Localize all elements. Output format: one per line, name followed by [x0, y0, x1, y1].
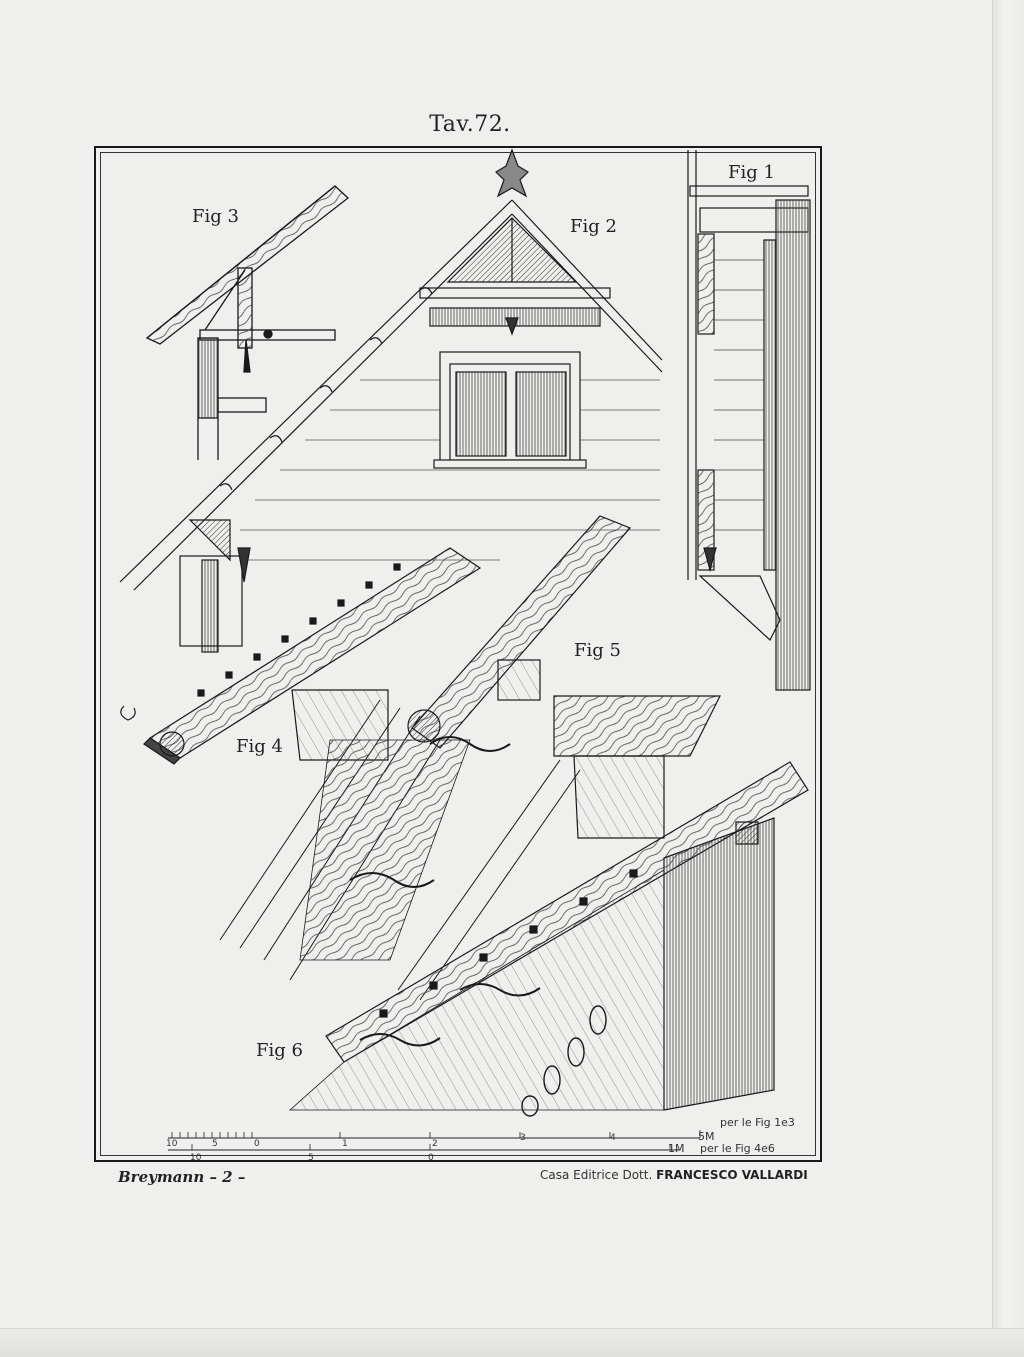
scale-tick-upper-5: 5 [212, 1139, 218, 1149]
figure-6-label: Fig 6 [256, 1040, 303, 1061]
scale-tick-upper-1: 1 [342, 1139, 348, 1149]
scale-tick-lower-0: 0 [428, 1153, 434, 1163]
figure-1-drawing [688, 150, 810, 690]
scale-upper-end: 5M [698, 1130, 715, 1143]
publisher-name: FRANCESCO VALLARDI [656, 1168, 808, 1182]
author-credit: Breymann – 2 – [118, 1168, 246, 1186]
publisher-prefix: Casa Editrice Dott. [540, 1168, 653, 1182]
figure-1-label: Fig 1 [728, 162, 775, 183]
figure-4-label: Fig 4 [236, 736, 283, 757]
plate-title: Tav.72. [429, 112, 511, 137]
scale-tick-lower-5: 5 [308, 1153, 314, 1163]
figure-5-label: Fig 5 [574, 640, 621, 661]
figure-2-label: Fig 2 [570, 216, 617, 237]
scale-tick-upper-3: 3 [520, 1133, 526, 1143]
scale-tick-upper-0: 0 [254, 1139, 260, 1149]
scale-lower-note: per le Fig 4e6 [700, 1142, 775, 1155]
scale-tick-upper-4: 4 [610, 1133, 616, 1143]
scale-upper-note: per le Fig 1e3 [720, 1116, 795, 1129]
publisher-credit [540, 1168, 808, 1182]
scale-tick-upper-2: 2 [432, 1139, 438, 1149]
scale-lower-end: 1M [668, 1142, 685, 1155]
scale-tick-lower-10: 10 [190, 1153, 202, 1163]
figure-3-label: Fig 3 [192, 206, 239, 227]
figure-3-drawing [147, 186, 348, 460]
scale-tick-upper-10: 10 [166, 1139, 178, 1149]
